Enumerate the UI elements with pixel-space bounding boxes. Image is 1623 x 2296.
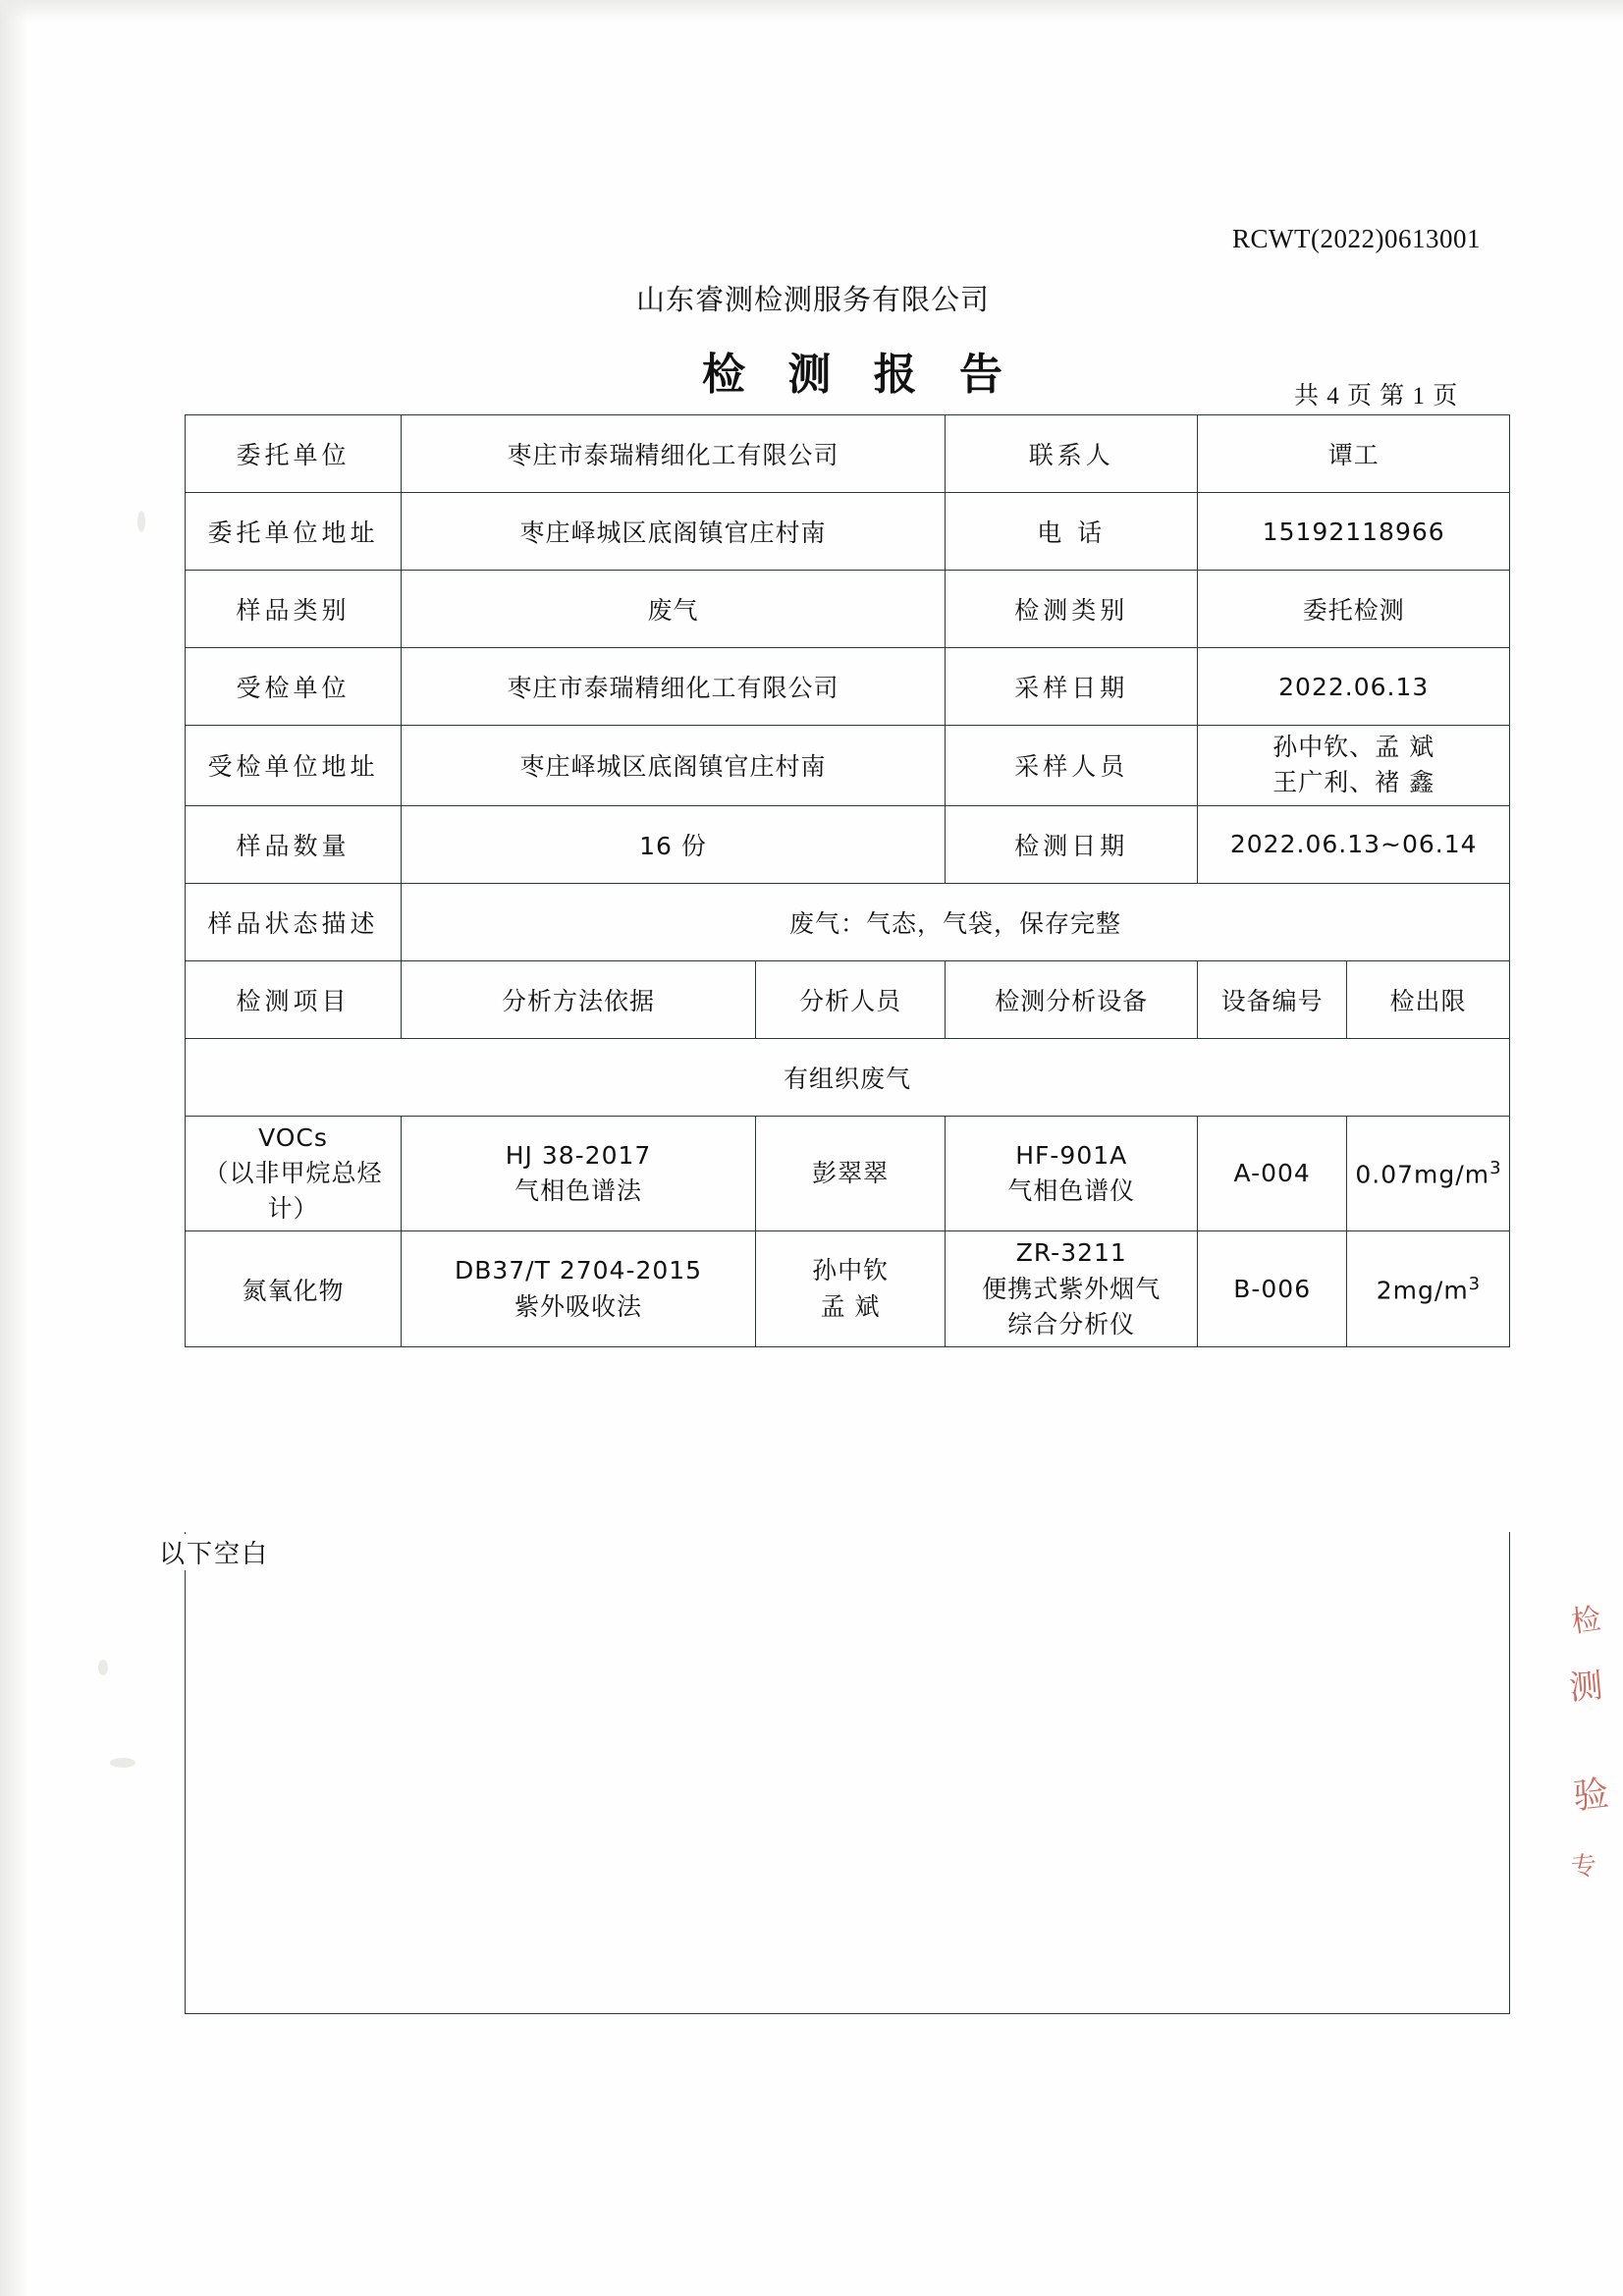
column-header-device-no: 设备编号 (1198, 960, 1346, 1038)
test-method-standard: DB37/T 2704-2015 (454, 1256, 703, 1285)
detection-limit-exponent: 3 (1489, 1158, 1501, 1179)
table-row (186, 805, 1510, 883)
field-value: 15192118966 (1198, 493, 1510, 571)
field-value: 委托检测 (1198, 571, 1510, 648)
column-header-detection-limit: 检出限 (1346, 960, 1509, 1038)
field-label: 采样日期 (946, 648, 1198, 726)
stamp-fragment-icon: 测 (1567, 1666, 1604, 1709)
test-item (186, 1231, 402, 1347)
table-row (186, 726, 1510, 806)
sampler-line-1: 孙中钦、孟 斌 (1272, 733, 1435, 761)
table-row (186, 1116, 1510, 1231)
test-method (401, 1231, 755, 1347)
field-value: 2022.06.13~06.14 (1198, 805, 1510, 883)
field-value: 枣庄峄城区底阁镇官庄村南 (401, 493, 945, 571)
scan-smudge (98, 1660, 108, 1675)
field-value: 废气 (401, 571, 945, 648)
test-analyst (756, 1116, 946, 1231)
field-value: 谭工 (1198, 415, 1510, 493)
page-count: 共 4 页 第 1 页 (1294, 383, 1459, 410)
field-label: 采样人员 (946, 726, 1198, 806)
field-value: 枣庄峄城区底阁镇官庄村南 (401, 726, 945, 806)
test-device (946, 1231, 1198, 1347)
report-number: RCWT(2022)0613001 (1232, 224, 1481, 253)
detection-limit (1346, 1231, 1509, 1347)
report-table (185, 414, 1510, 1347)
test-method-standard: HJ 38-2017 (505, 1140, 652, 1170)
test-method (401, 1116, 755, 1231)
scan-smudge (110, 1758, 135, 1768)
device-number: A-004 (1198, 1116, 1346, 1231)
test-analyst (756, 1231, 946, 1347)
sampler-line-2: 王广利、褚 鑫 (1272, 768, 1435, 797)
stamp-fragment-icon: 检 (1569, 1602, 1603, 1640)
detection-limit-value: 2mg/m (1376, 1276, 1469, 1305)
column-header-analyst: 分析人员 (756, 960, 946, 1038)
field-label: 样品状态描述 (186, 883, 402, 960)
table-header-row (186, 960, 1510, 1038)
device-name-cont: 综合分析仪 (1007, 1309, 1136, 1339)
field-label: 样品类别 (186, 571, 402, 648)
table-row (186, 571, 1510, 648)
stamp-fragment-icon: 验 (1571, 1774, 1611, 1818)
test-device (946, 1116, 1198, 1231)
field-label: 联系人 (946, 415, 1198, 493)
analyst-name-1: 孙中钦 (812, 1256, 890, 1285)
stamp-fragment-icon: 专 (1570, 1851, 1598, 1883)
field-label: 样品数量 (186, 805, 402, 883)
test-method-name: 紫外吸收法 (514, 1291, 643, 1321)
scan-edge-top (0, 0, 1623, 22)
table-section-row (186, 1038, 1510, 1116)
device-model: HF-901A (1015, 1140, 1128, 1170)
scan-smudge (137, 511, 145, 532)
field-label: 检测日期 (946, 805, 1198, 883)
scan-edge-left (0, 0, 27, 2296)
blank-area-label: 以下空白 (153, 1534, 275, 1570)
field-value: 枣庄市泰瑞精细化工有限公司 (401, 648, 945, 726)
table-row-sample-state (186, 883, 1510, 960)
field-value: 废气：气态，气袋，保存完整 (401, 883, 1509, 960)
field-label: 电 话 (946, 493, 1198, 571)
test-item-note: （以非甲烷总烃计） (203, 1158, 383, 1223)
field-value-multiline (1198, 726, 1510, 806)
field-label: 委托单位 (186, 415, 402, 493)
test-item (186, 1116, 402, 1231)
detection-limit-value: 0.07mg/m (1355, 1160, 1490, 1189)
page-title: 检 测 报 告 (702, 350, 1016, 400)
field-value: 枣庄市泰瑞精细化工有限公司 (401, 415, 945, 493)
field-label: 检测类别 (946, 571, 1198, 648)
field-value: 16 份 (401, 805, 945, 883)
test-item-name: VOCs (258, 1122, 328, 1152)
table-row (186, 1231, 1510, 1347)
table-row (186, 493, 1510, 571)
detection-limit (1346, 1116, 1509, 1231)
field-value: 2022.06.13 (1198, 648, 1510, 726)
column-header-device: 检测分析设备 (946, 960, 1198, 1038)
device-model: ZR-3211 (1015, 1238, 1127, 1268)
analyst-name-2: 孟 斌 (820, 1291, 881, 1321)
field-label: 委托单位地址 (186, 493, 402, 571)
test-item-name: 氮氧化物 (242, 1276, 345, 1305)
table-row (186, 415, 1510, 493)
device-name: 便携式紫外烟气 (982, 1274, 1162, 1303)
field-label: 受检单位地址 (186, 726, 402, 806)
column-header-item: 检测项目 (186, 960, 402, 1038)
field-label: 受检单位 (186, 648, 402, 726)
detection-limit-exponent: 3 (1468, 1273, 1481, 1294)
device-name: 气相色谱仪 (1007, 1175, 1136, 1205)
test-method-name: 气相色谱法 (514, 1175, 643, 1205)
column-header-method: 分析方法依据 (401, 960, 755, 1038)
section-title: 有组织废气 (186, 1038, 1510, 1116)
issuing-company: 山东睿测检测服务有限公司 (636, 283, 991, 316)
blank-area-box (185, 1532, 1510, 2014)
table-row (186, 648, 1510, 726)
device-number: B-006 (1198, 1231, 1346, 1347)
analyst-name-1: 彭翠翠 (812, 1158, 890, 1187)
